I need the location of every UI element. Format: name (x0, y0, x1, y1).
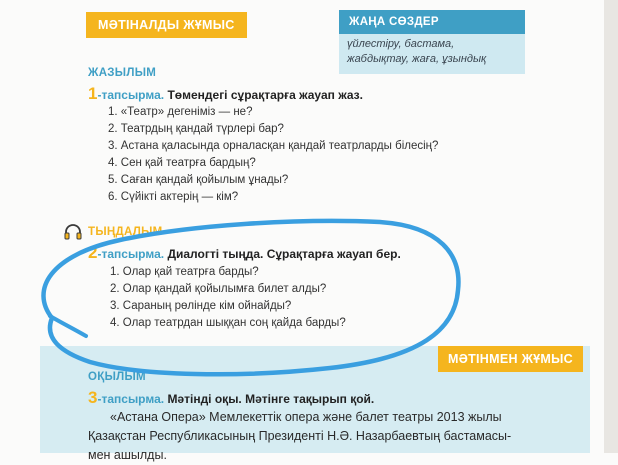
task-instruction: Диалогті тыңда. Сұрақтарға жауап бер. (167, 247, 401, 261)
new-words-box (339, 10, 525, 74)
writing-heading: ЖАЗЫЛЫМ (88, 67, 157, 79)
section-banner-text-work (86, 12, 247, 38)
reading-heading: ОҚЫЛЫМ (88, 371, 146, 383)
question-item: 2. Олар қандай қойылымға билет алды? (110, 283, 327, 295)
question-item: 1. Олар қай театрға барды? (110, 266, 259, 278)
task-number: 1 (88, 84, 98, 103)
task-1-title (88, 84, 363, 104)
task-2-title (88, 243, 401, 263)
question-item: 2. Театрдың қандай түрлері бар? (108, 123, 284, 135)
task-number: 2 (88, 243, 98, 262)
task-instruction: Мәтінді оқы. Мәтінге тақырып қой. (167, 392, 375, 406)
headphones-icon (64, 224, 82, 245)
listening-question-list (110, 264, 346, 332)
section-banner-label: МӘТІНМЕН ЖҰМЫС (448, 352, 574, 366)
question-item: 3. Сараның рөлінде кім ойнайды? (110, 300, 292, 312)
question-item: 5. Саған қандай қойылым ұнады? (108, 174, 289, 186)
new-words-title: ЖАҢА СӨЗДЕР (339, 10, 525, 34)
question-item: 4. Сен қай театрға бардың? (108, 157, 256, 169)
task-tag: -тапсырма. (97, 247, 165, 261)
task-number: 3 (88, 388, 98, 407)
task-instruction: Төмендегі сұрақтарға жауап жаз. (167, 88, 363, 102)
section-banner-after-text (438, 346, 583, 372)
question-item: 4. Олар театрдан шыққан соң қайда барды? (110, 317, 346, 329)
paragraph-line: «Астана Опера» Мемлекеттік опера және балет театры 2013 жылы (110, 410, 502, 424)
section-banner-label: МӘТІНАЛДЫ ЖҰМЫС (98, 18, 235, 32)
task-tag: -тапсырма. (97, 392, 165, 406)
paragraph-line: Қазақстан Республикасының Президенті Н.Ә. Назарбаевтың бастамасы- (88, 429, 512, 443)
page-edge (604, 0, 618, 453)
new-words-line: үйлестіру, бастама, (347, 38, 455, 50)
paragraph-line: мен ашылды. (88, 448, 167, 462)
task-3-title (88, 388, 374, 408)
listening-heading: ТЫҢДАЛЫМ (88, 226, 163, 238)
reading-paragraph (88, 408, 511, 465)
new-words-line: жабдықтау, жаға, ұзындық (347, 53, 487, 65)
task-tag: -тапсырма. (97, 88, 165, 102)
new-words-list (339, 34, 525, 70)
question-item: 3. Астана қаласында орналасқан қандай театрларды білесің? (108, 140, 439, 152)
question-item: 1. «Театр» дегеніміз — не? (108, 106, 253, 118)
writing-question-list (108, 104, 438, 206)
question-item: 6. Сүйікті актерің — кім? (108, 191, 239, 203)
